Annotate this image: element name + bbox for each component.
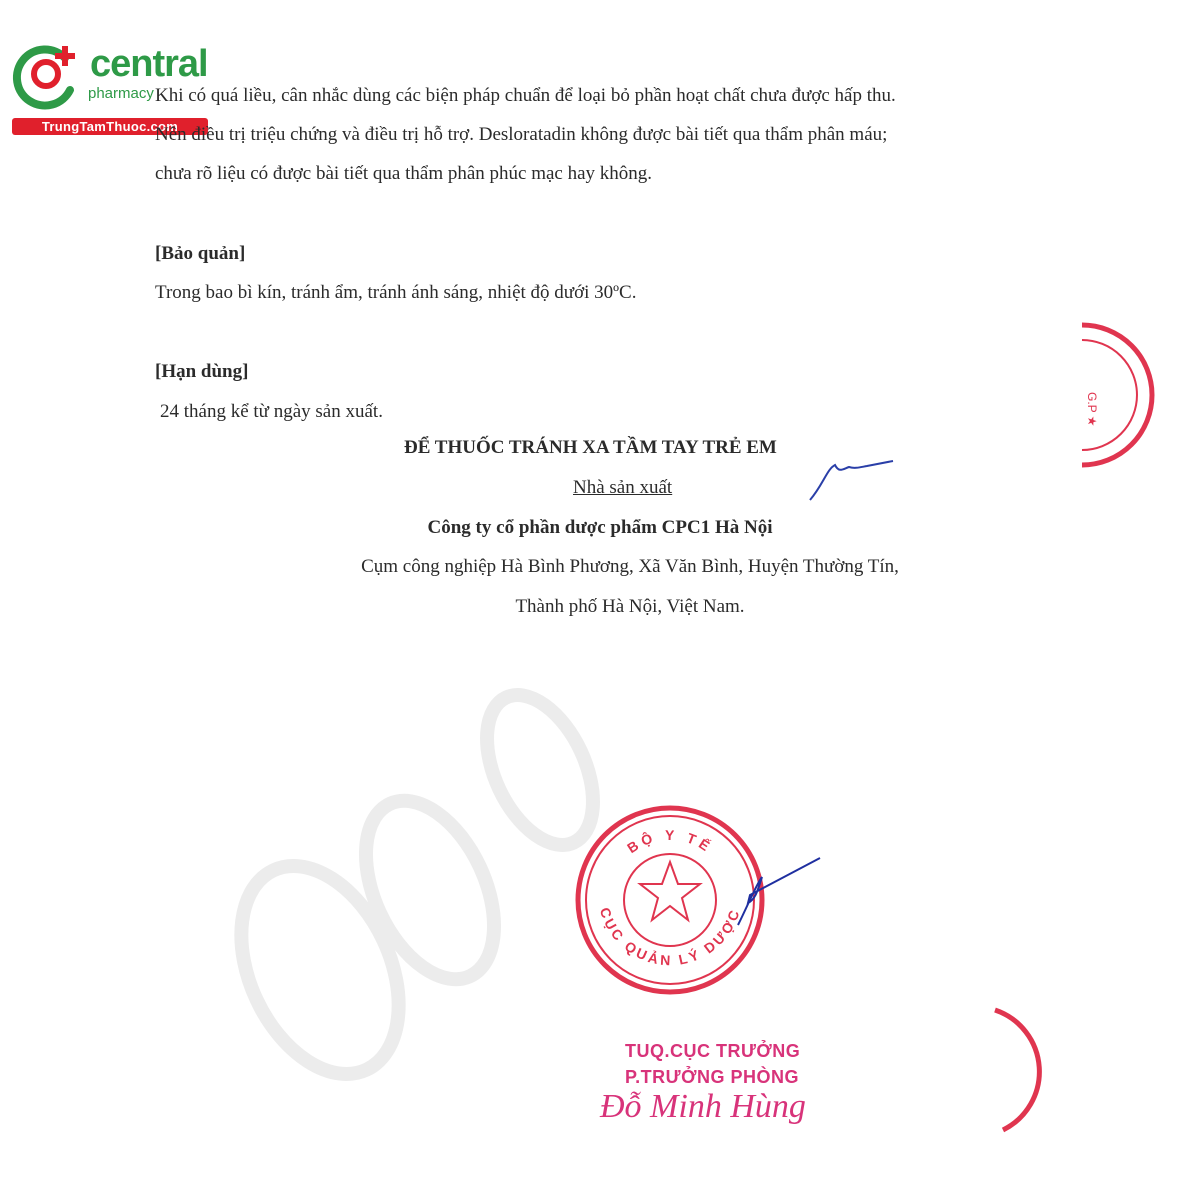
signoff-name: Đỗ Minh Hùng: [600, 1088, 806, 1125]
side-seal-text: G.P ★: [1085, 392, 1099, 427]
side-seal-bottom: [975, 1000, 1035, 1140]
storage-text: Trong bao bì kín, tránh ẩm, tránh ánh sáng, nhiệt độ dưới 30ºC.: [155, 282, 637, 303]
shelf-life-text: 24 tháng kể từ ngày sản xuất.: [160, 401, 383, 422]
overdose-line-2: Nên điều trị triệu chứng và điều trị hỗ trợ. Desloratadin không được bài tiết qua thẩm phân máu;: [155, 124, 888, 145]
manufacturer-address-1: Cụm công nghiệp Hà Bình Phương, Xã Văn Bình, Huyện Thường Tín,: [361, 556, 899, 577]
logo-site-text: TrungTamThuoc.com: [41, 119, 179, 134]
seal-top-text: BỘ Y TẾ: [624, 826, 716, 857]
signoff-line-2: P.TRƯỞNG PHÒNG: [625, 1067, 799, 1087]
seal-bottom-text: CỤC QUẢN LÝ DƯỢC: [596, 905, 744, 969]
manufacturer-name: Công ty cổ phần dược phẩm CPC1 Hà Nội: [427, 517, 773, 538]
storage-heading: [Bảo quản]: [155, 243, 246, 264]
director-signature: [728, 855, 828, 935]
logo-brand: central: [90, 43, 208, 85]
initial-signature: [805, 455, 905, 505]
side-seal-top: [1060, 320, 1120, 470]
overdose-line-3: chưa rõ liệu có được bài tiết qua thẩm phân phúc mạc hay không.: [155, 163, 653, 184]
overdose-line-1: Khi có quá liều, cân nhắc dùng các biện pháp chuẩn để loại bỏ phần hoạt chất chưa được hấp thu.: [155, 85, 896, 106]
shelf-life-heading: [Hạn dùng]: [155, 361, 249, 382]
svg-text:CỤC QUẢN LÝ DƯỢC: [597, 905, 744, 968]
manufacturer-label: Nhà sản xuất: [573, 477, 673, 498]
child-warning: ĐỂ THUỐC TRÁNH XA TẦM TAY TRẺ EM: [404, 437, 777, 458]
logo-mark-icon: [10, 38, 90, 118]
logo-sub: pharmacy: [88, 85, 154, 102]
manufacturer-address-2: Thành phố Hà Nội, Việt Nam.: [515, 596, 745, 617]
svg-text:BỘ Y TẾ: [624, 827, 716, 856]
signoff-line-1: TUQ.CỤC TRƯỞNG: [625, 1041, 801, 1061]
